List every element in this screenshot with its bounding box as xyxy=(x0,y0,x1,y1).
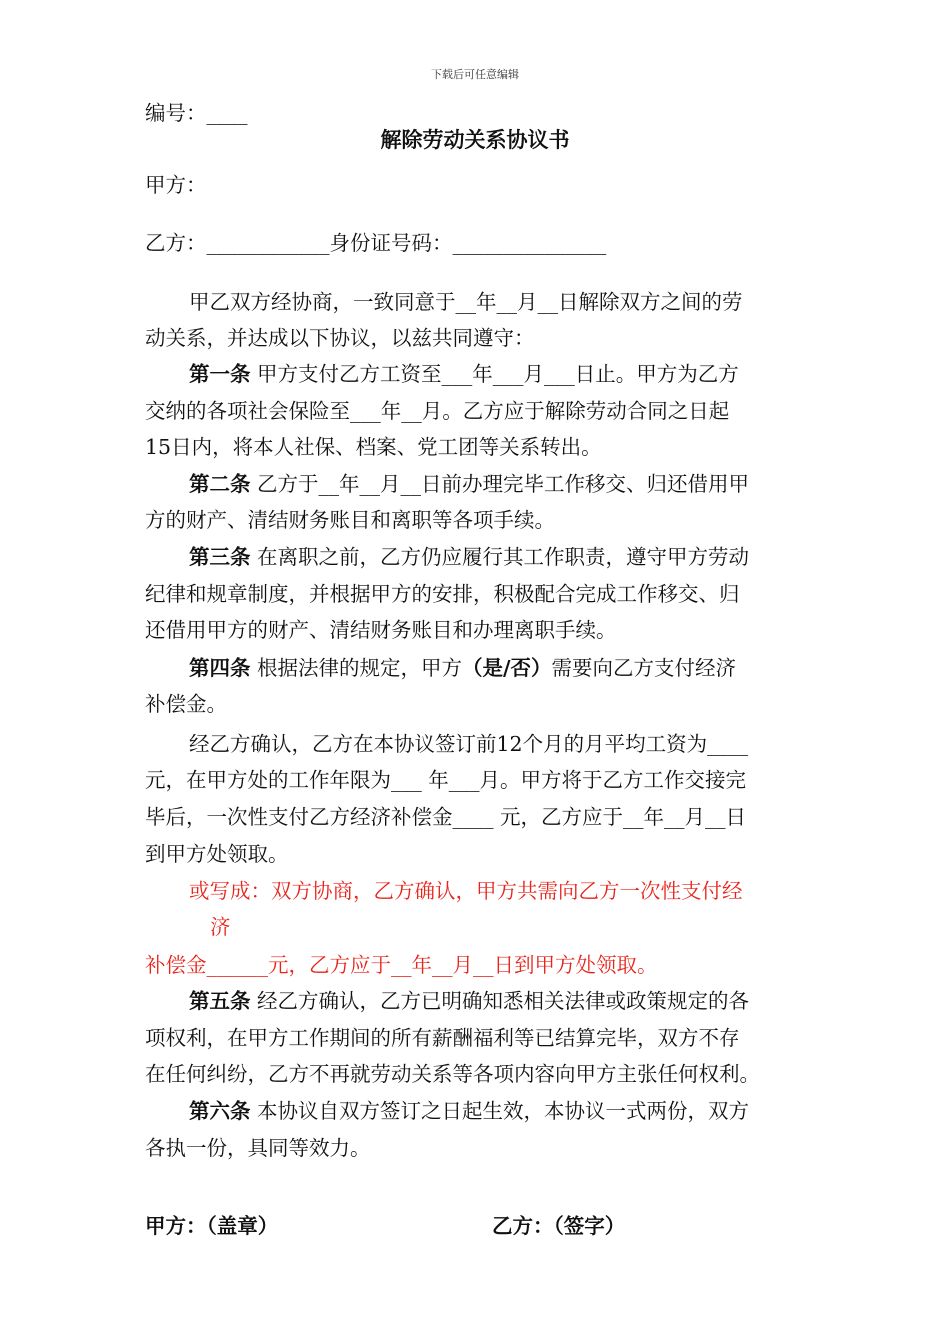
article-2-label: 第二条 xyxy=(189,472,251,496)
article-3-line-1 xyxy=(189,545,749,569)
article-5-label: 第五条 xyxy=(189,989,251,1013)
document-number: 编号：____ xyxy=(145,101,248,125)
article-6-line-2: 各执一份，具同等效力。 xyxy=(145,1136,371,1160)
article-4-label: 第四条 xyxy=(189,656,251,680)
confirm-line-3: 毕后，一次性支付乙方经济补偿金____ 元，乙方应于__年__月__日 xyxy=(145,805,747,829)
article-3-text: 在离职之前，乙方仍应履行其工作职责，遵守甲方劳动 xyxy=(250,545,750,569)
alt-wording-line-3: 补偿金______元，乙方应于__年__月__日到甲方处领取。 xyxy=(145,953,658,977)
confirm-line-4: 到甲方处领取。 xyxy=(145,842,289,866)
article-4-line-1 xyxy=(189,656,736,680)
alt-wording-line-1: 或写成：双方协商，乙方确认，甲方共需向乙方一次性支付经 xyxy=(189,879,743,903)
article-1-line-1 xyxy=(189,362,739,386)
article-2-text: 乙方于__年__月__日前办理完毕工作移交、归还借用甲 xyxy=(250,472,750,496)
article-6-line-1 xyxy=(189,1099,749,1123)
article-5-line-1 xyxy=(189,989,749,1013)
party-b-line: 乙方：____________身份证号码：_______________ xyxy=(145,231,607,255)
party-a-line: 甲方： xyxy=(145,173,207,197)
article-2-line-2: 方的财产、清结财务账目和离职等各项手续。 xyxy=(145,508,555,532)
confirm-line-2: 元，在甲方处的工作年限为___ 年___月。甲方将于乙方工作交接完 xyxy=(145,768,747,792)
document-title: 解除劳动关系协议书 xyxy=(380,127,570,152)
article-3-line-2: 纪律和规章制度，并根据甲方的安排，积极配合完成工作移交、归 xyxy=(145,582,740,606)
article-5-line-2: 项权利，在甲方工作期间的所有薪酬福利等已结算完毕，双方不存 xyxy=(145,1026,740,1050)
article-3-line-3: 还借用甲方的财产、清结财务账目和办理离职手续。 xyxy=(145,618,617,642)
article-4-line-2: 补偿金。 xyxy=(145,692,227,716)
article-4-text-post: 需要向乙方支付经济 xyxy=(551,656,737,680)
article-2-line-1 xyxy=(189,472,749,496)
intro-line-2: 动关系，并达成以下协议，以兹共同遵守： xyxy=(145,326,535,350)
signature-party-a: 甲方：（盖章） xyxy=(145,1214,279,1238)
article-4-choice: （是/否） xyxy=(462,656,552,680)
article-5-line-3: 在任何纠纷，乙方不再就劳动关系等各项内容向甲方主张任何权利。 xyxy=(145,1062,760,1086)
article-6-label: 第六条 xyxy=(189,1099,251,1123)
alt-wording-line-2: 济 xyxy=(210,915,231,939)
confirm-line-1: 经乙方确认，乙方在本协议签订前12个月的月平均工资为____ xyxy=(189,732,749,756)
article-3-label: 第三条 xyxy=(189,545,251,569)
intro-line-1: 甲乙双方经协商，一致同意于__年__月__日解除双方之间的劳 xyxy=(189,290,743,314)
article-1-label: 第一条 xyxy=(189,362,251,386)
article-5-text: 经乙方确认，乙方已明确知悉相关法律或政策规定的各 xyxy=(250,989,750,1013)
article-6-text: 本协议自双方签订之日起生效，本协议一式两份，双方 xyxy=(250,1099,750,1123)
article-1-line-3: 15日内，将本人社保、档案、党工团等关系转出。 xyxy=(145,435,602,459)
header-note: 下载后可任意编辑 xyxy=(431,68,519,81)
article-1-line-2: 交纳的各项社会保险至___年__月。乙方应于解除劳动合同之日起 xyxy=(145,399,730,423)
article-1-text: 甲方支付乙方工资至___年___月___日止。甲方为乙方 xyxy=(250,362,739,386)
signature-party-b: 乙方：（签字） xyxy=(492,1214,626,1238)
article-4-text-pre: 根据法律的规定，甲方 xyxy=(250,656,463,680)
